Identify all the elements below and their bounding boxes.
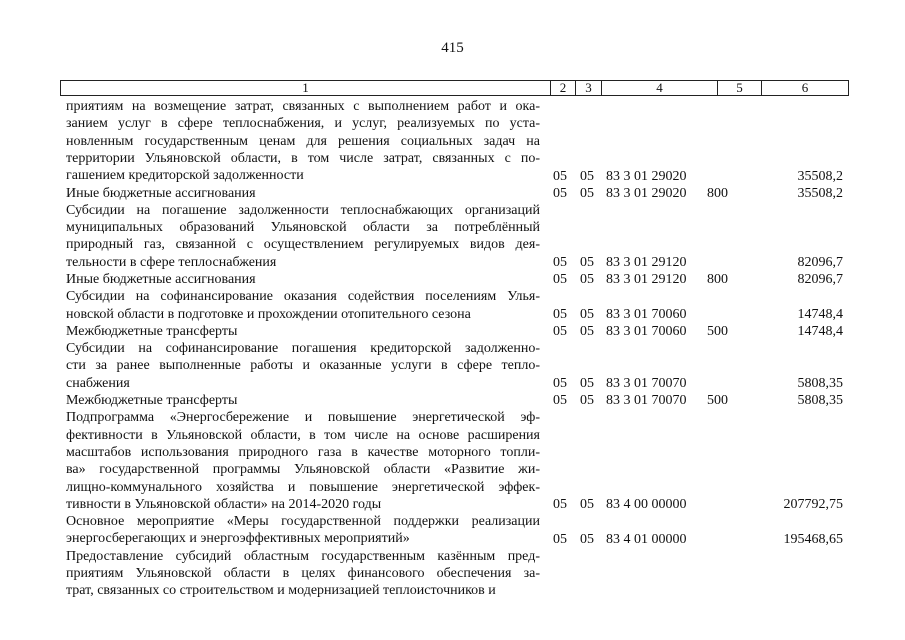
section-code: 05: [553, 168, 567, 184]
subsection-code: 05: [580, 497, 594, 513]
subsection-code: 05: [580, 393, 594, 409]
table-row: [0, 340, 905, 392]
amount: 195468,65: [783, 531, 843, 547]
target-article-code: 83 4 01 00000: [606, 531, 687, 547]
amount: 35508,2: [797, 185, 843, 201]
description-line: масштабов использования природного газа в качестве моторного топли-: [66, 444, 540, 460]
row-description: [66, 288, 540, 323]
subsection-code: 05: [580, 531, 594, 547]
row-description: [66, 98, 540, 184]
section-code: 05: [553, 531, 567, 547]
section-code: 05: [553, 272, 567, 288]
table-row: [0, 98, 905, 185]
table-row: [0, 323, 905, 340]
target-article-code: 83 3 01 29020: [606, 168, 687, 184]
description-line: ва» государственной программы Ульяновской области «Развитие жи-: [66, 462, 540, 478]
header-col-2: 2: [550, 81, 575, 95]
description-line: муниципальных образований Ульяновской области за потреблённый: [66, 220, 540, 236]
header-col-3: 3: [575, 81, 601, 95]
target-article-code: 83 3 01 29120: [606, 272, 687, 288]
section-code: 05: [553, 324, 567, 340]
subsection-code: 05: [580, 254, 594, 270]
table-row: [0, 409, 905, 513]
amount: 5808,35: [797, 393, 843, 409]
target-article-code: 83 3 01 70060: [606, 324, 687, 340]
row-description: [66, 271, 540, 288]
description-line: лищно-коммунального хозяйства и повышение энергетической эффек-: [66, 479, 540, 495]
description-line: Подпрограмма «Энергосбережение и повышение энергетической эф-: [66, 410, 540, 426]
subsection-code: 05: [580, 306, 594, 322]
target-article-code: 83 4 00 00000: [606, 497, 687, 513]
description-line: Иные бюджетные ассигнования: [66, 185, 256, 201]
description-line: территории Ульяновской области, в том числе затрат, связанных с по-: [66, 150, 540, 166]
description-line: Субсидии на погашение задолженности теплоснабжающих организаций: [66, 202, 540, 218]
table-header: [60, 80, 849, 96]
row-description: [66, 409, 540, 513]
row-description: [66, 340, 540, 392]
subsection-code: 05: [580, 376, 594, 392]
description-line: приятиям на возмещение затрат, связанных с выполнением работ и ока-: [66, 99, 540, 114]
description-line: трат, связанных со строительством и модернизацией теплоисточников и: [66, 583, 496, 599]
description-line: Предоставление субсидий областным государственным казённым пред-: [66, 548, 540, 564]
table-row: [0, 202, 905, 271]
section-code: 05: [553, 376, 567, 392]
row-description: [66, 185, 540, 202]
target-article-code: 83 3 01 70070: [606, 376, 687, 392]
description-line: природный газ, связанной с осуществлением регулируемых видов дея-: [66, 237, 540, 253]
description-line: тивности в Ульяновской области» на 2014-2020 годы: [66, 496, 382, 512]
description-line: приятиям Ульяновской области в целях финансового обеспечения за-: [66, 566, 540, 582]
row-description: [66, 513, 540, 548]
amount: 207792,75: [783, 497, 843, 513]
row-description: [66, 548, 540, 600]
amount: 14748,4: [797, 306, 843, 322]
description-line: сти за ранее выполненные работы и оказанные услуги в сфере тепло-: [66, 358, 540, 374]
description-line: занием услуг в сфере теплоснабжения, и услуг, реализуемых по уста-: [66, 116, 540, 132]
row-description: [66, 392, 540, 409]
row-description: [66, 323, 540, 340]
subsection-code: 05: [580, 185, 594, 201]
table-row: [0, 513, 905, 548]
description-line: Основное мероприятие «Меры государственной поддержки реализации: [66, 514, 540, 530]
expense-type-code: 800: [707, 272, 728, 288]
target-article-code: 83 3 01 70060: [606, 306, 687, 322]
description-line: снабжения: [66, 375, 130, 391]
expense-type-code: 500: [707, 393, 728, 409]
section-code: 05: [553, 185, 567, 201]
header-col-1: 1: [302, 80, 309, 95]
amount: 5808,35: [797, 376, 843, 392]
page-number: 415: [441, 40, 464, 56]
description-line: гашением кредиторской задолженности: [66, 168, 304, 184]
description-line: Субсидии на софинансирование погашения кредиторской задолженно-: [66, 341, 540, 357]
section-code: 05: [553, 497, 567, 513]
description-line: новской области в подготовке и прохождении отопительного сезона: [66, 306, 471, 322]
table-row: [0, 271, 905, 288]
table-row: [0, 288, 905, 323]
subsection-code: 05: [580, 324, 594, 340]
description-line: фективности в Ульяновской области, в том числе на основе расширения: [66, 427, 540, 443]
description-line: новленным государственным ценам для решения социальных задач на: [66, 133, 540, 149]
description-line: тельности в сфере теплоснабжения: [66, 254, 277, 270]
header-col-4: 4: [601, 81, 717, 95]
header-col-6: 6: [761, 81, 848, 95]
header-col-5: 5: [717, 81, 761, 95]
description-line: Межбюджетные трансферты: [66, 323, 238, 339]
amount: 82096,7: [797, 272, 843, 288]
description-line: Межбюджетные трансферты: [66, 393, 238, 409]
amount: 14748,4: [797, 324, 843, 340]
section-code: 05: [553, 393, 567, 409]
target-article-code: 83 3 01 29020: [606, 185, 687, 201]
section-code: 05: [553, 254, 567, 270]
description-line: энергосберегающих и энергоэффективных мероприятий»: [66, 531, 410, 547]
description-line: Иные бюджетные ассигнования: [66, 272, 256, 287]
section-code: 05: [553, 306, 567, 322]
description-line: Субсидии на софинансирование оказания содействия поселениям Улья-: [66, 289, 540, 305]
target-article-code: 83 3 01 70070: [606, 393, 687, 409]
table-row: [0, 392, 905, 409]
amount: 82096,7: [797, 254, 843, 270]
expense-type-code: 500: [707, 324, 728, 340]
table-row: [0, 548, 905, 600]
subsection-code: 05: [580, 272, 594, 288]
target-article-code: 83 3 01 29120: [606, 254, 687, 270]
subsection-code: 05: [580, 168, 594, 184]
amount: 35508,2: [797, 168, 843, 184]
table-row: [0, 185, 905, 202]
row-description: [66, 202, 540, 271]
expense-type-code: 800: [707, 185, 728, 201]
